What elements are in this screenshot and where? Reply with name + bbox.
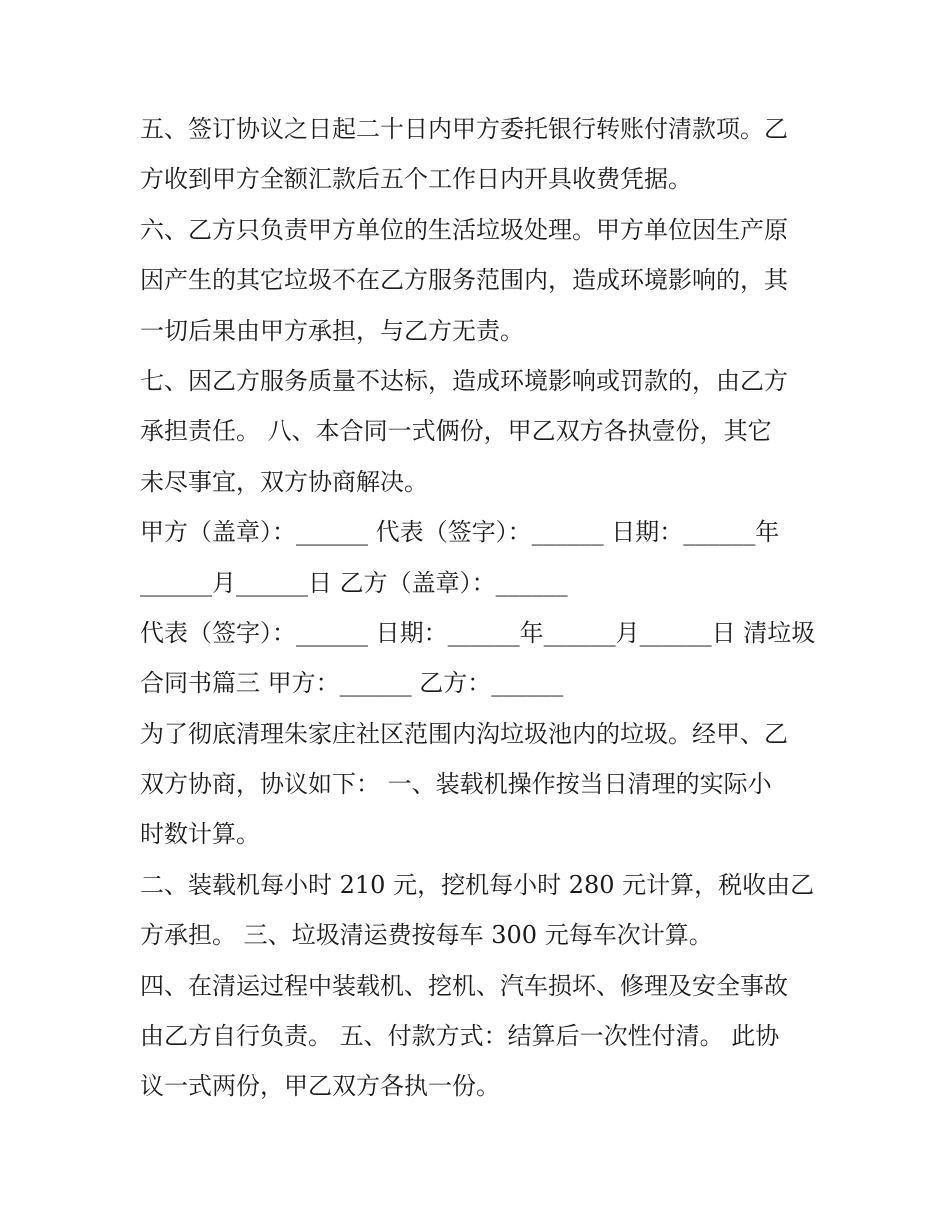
text-line: 因产生的其它垃圾不在乙方服务范围内，造成环境影响的，其 — [140, 266, 788, 295]
signature-line-party-b: ______月______日 乙方（盖章）：______ — [140, 568, 568, 597]
text-line: 一切后果由甲方承担，与乙方无责。 — [140, 316, 524, 345]
text-line: 七、因乙方服务质量不达标，造成环境影响或罚款的，由乙方 — [140, 366, 788, 395]
text-line: 四、在清运过程中装载机、挖机、汽车损坏、修理及安全事故 — [140, 971, 788, 1000]
signature-line-representative: 代表（签字）：______ 日期：______年______月______日 清垃圾 — [140, 618, 816, 647]
text-line: 承担责任。 八、本合同一式俩份，甲乙双方各执壹份，其它 — [140, 417, 772, 446]
text-line: 五、签订协议之日起二十日内甲方委托银行转账付清款项。乙 — [140, 115, 788, 143]
text-line: 为了彻底清理朱家庄社区范围内沟垃圾池内的垃圾。经甲、乙 — [140, 719, 788, 748]
text-line: 方收到甲方全额汇款后五个工作日内开具收费凭据。 — [140, 165, 692, 194]
text-line: 二、装载机每小时 210 元，挖机每小时 280 元计算，税收由乙 — [140, 870, 815, 899]
text-line: 方承担。 三、垃圾清运费按每车 300 元每车次计算。 — [140, 921, 713, 950]
text-line: 议一式两份，甲乙双方各执一份。 — [140, 1072, 500, 1101]
section-heading-part-three: 合同书篇三 甲方：______ 乙方：______ — [140, 669, 564, 698]
text-line: 双方协商，协议如下： 一、装载机操作按当日清理的实际小 — [140, 770, 772, 799]
text-line: 六、乙方只负责甲方单位的生活垃圾处理。甲方单位因生产原 — [140, 215, 788, 244]
text-line: 由乙方自行负责。 五、付款方式：结算后一次性付清。 此协 — [140, 1022, 780, 1051]
text-line: 时数计算。 — [140, 820, 260, 849]
signature-line-party-a: 甲方（盖章）：______ 代表（签字）：______ 日期：______年 — [140, 518, 780, 547]
text-line: 未尽事宜，双方协商解决。 — [140, 467, 428, 496]
contract-text-body — [140, 104, 816, 1112]
